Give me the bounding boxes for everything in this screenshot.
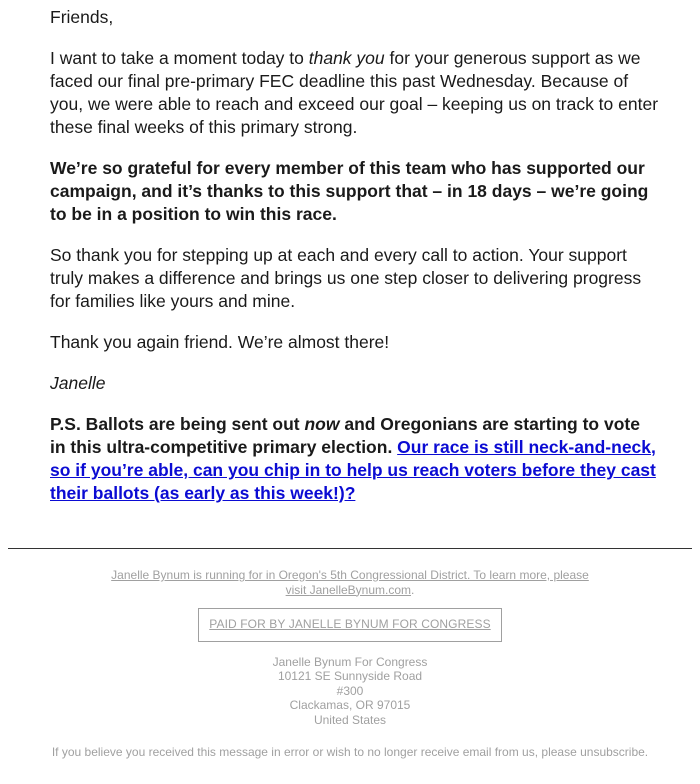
paid-for-box[interactable]: PAID FOR BY JANELLE BYNUM FOR CONGRESS xyxy=(198,608,501,642)
paragraph-thank-you xyxy=(50,47,660,139)
paragraph-almost-there: Thank you again friend. We’re almost there! xyxy=(50,332,390,352)
ps-emphasis: now xyxy=(304,414,340,434)
greeting: Friends, xyxy=(50,7,114,27)
address-line: #300 xyxy=(336,683,364,698)
signature: Janelle xyxy=(50,373,106,393)
website-link[interactable]: JanelleBynum.com xyxy=(309,582,412,597)
address-line: 10121 SE Sunnyside Road xyxy=(277,669,423,683)
p1-text-b: for your generous support as we faced our final pre-primary FEC deadline this past Wednesday. Because of you, we were able to reach and exceed our goal – keeping us on track to enter these final weeks of this primary strong. xyxy=(50,48,659,137)
address-line: Janelle Bynum For Congress xyxy=(272,654,428,669)
p1-text-a: I want to take a moment today to xyxy=(50,48,309,68)
ps-text-a: P.S. Ballots are being sent out xyxy=(50,414,305,434)
donate-link[interactable]: Our race is still neck-and-neck, so if you’re able, can you chip in to help us reach voters before they cast their ballots (as early as this week!)? xyxy=(50,437,656,503)
p1-emphasis: thank you xyxy=(308,48,385,68)
postscript xyxy=(50,413,660,505)
footer-divider xyxy=(8,548,692,549)
address-line: United States xyxy=(313,712,387,727)
paragraph-grateful: We’re so grateful for every member of this team who has supported our campaign, and it’s thanks to this support that – in 18 days – we’re going to be in a position to win this race. xyxy=(50,158,649,224)
footer xyxy=(0,568,700,760)
address-line: Clackamas, OR 97015 xyxy=(289,698,411,712)
footer-disclaimer xyxy=(105,568,595,597)
ps-text-b: and Oregonians are starting to vote in this ultra-competitive primary election. xyxy=(50,414,640,457)
disclaimer-link-a[interactable]: Janelle Bynum is running for in Oregon's 5th Congressional District. To learn more, please visit xyxy=(111,568,589,597)
unsubscribe-text[interactable]: If you believe you received this message in error or wish to no longer receive email from us, please unsubscribe. xyxy=(51,745,649,759)
disclaimer-period: . xyxy=(411,582,415,597)
paragraph-support: So thank you for stepping up at each and every call to action. Your support truly makes a difference and brings us one step closer to delivering progress for families like yours and mine. xyxy=(50,245,642,311)
email-body xyxy=(50,6,660,523)
mailing-address xyxy=(0,655,700,728)
